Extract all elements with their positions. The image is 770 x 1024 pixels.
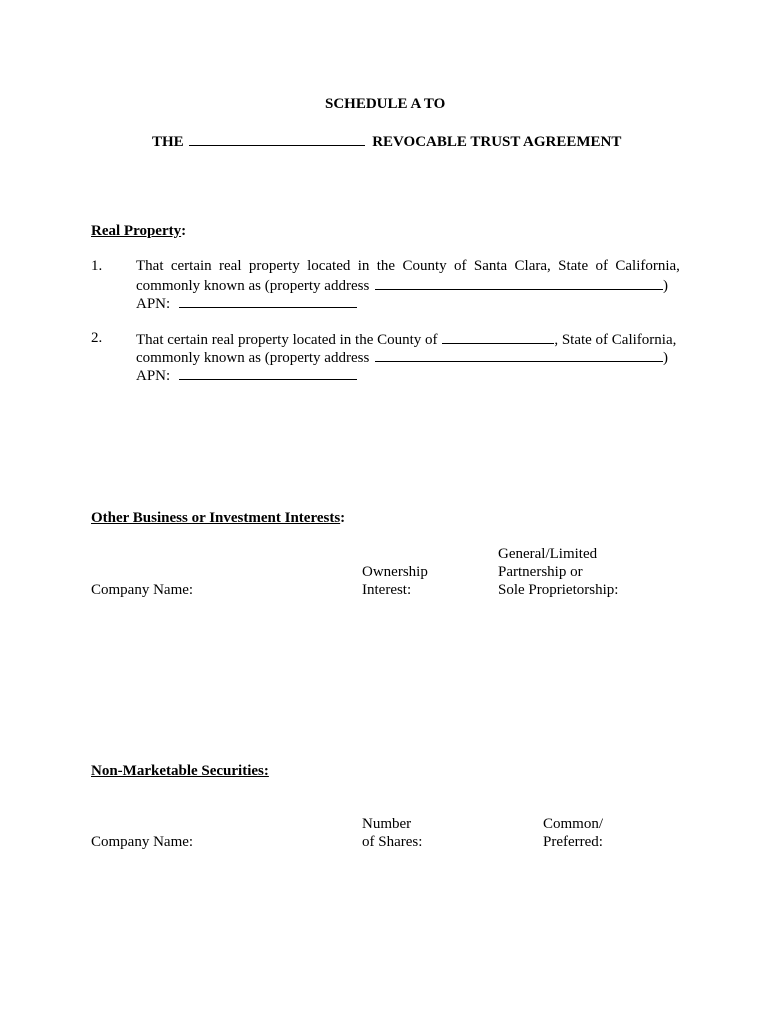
item-1-word: certain <box>170 258 212 274</box>
item-1-word: Santa <box>473 258 508 274</box>
business-interests-colon: : <box>340 510 346 526</box>
item-2-county-blank[interactable] <box>442 329 554 344</box>
item-1-word: property <box>248 258 300 274</box>
item-1-word: California, <box>615 258 680 274</box>
item-1-word: of <box>454 258 467 274</box>
business-interests-heading <box>91 509 345 527</box>
item-1-word: of <box>595 258 608 274</box>
business-type-header-1: General/Limited <box>498 546 598 562</box>
item-1-address-label: commonly known as (property address <box>136 278 370 294</box>
securities-shares-header-1: Number <box>362 816 412 832</box>
item-1-word: County <box>402 258 447 274</box>
item-1-apn <box>136 293 357 313</box>
securities-type-header-2: Preferred: <box>543 834 603 850</box>
real-property-heading <box>91 222 186 240</box>
item-1-word: the <box>376 258 396 274</box>
real-property-heading-text: Real Property <box>91 223 182 239</box>
item-1-number: 1. <box>91 258 103 274</box>
item-2-line-2 <box>136 347 668 367</box>
business-ownership-header-1: Ownership <box>362 564 428 580</box>
securities-company-header: Company Name: <box>91 834 194 850</box>
item-2-address-blank[interactable] <box>375 347 663 362</box>
item-1-word: That <box>136 258 164 274</box>
item-1-line-2 <box>136 275 668 295</box>
business-type-header-2: Partnership or <box>498 564 583 580</box>
item-2-apn-label: APN: <box>136 368 171 384</box>
item-1-word: State <box>558 258 589 274</box>
item-2-address-close: ) <box>663 350 669 366</box>
trust-name-blank[interactable] <box>189 131 365 146</box>
business-interests-heading-text: Other Business or Investment Interests <box>91 510 341 526</box>
item-1-word: real <box>219 258 242 274</box>
item-2-line-1 <box>136 329 676 349</box>
item-2-address-label: commonly known as (property address <box>136 350 370 366</box>
item-1-address-blank[interactable] <box>375 275 663 290</box>
business-type-header-3: Sole Proprietorship: <box>498 582 619 598</box>
item-2-number: 2. <box>91 330 103 346</box>
item-2-apn <box>136 365 357 385</box>
securities-heading: Non-Marketable Securities: <box>91 763 269 779</box>
item-1-address-close: ) <box>663 278 669 294</box>
real-property-colon: : <box>181 223 187 239</box>
item-1-line-1 <box>136 257 680 275</box>
item-1-word: in <box>357 258 370 274</box>
business-ownership-header-2: Interest: <box>362 582 412 598</box>
schedule-title: SCHEDULE A TO <box>325 96 446 112</box>
item-2-county-label: That certain real property located in the County of <box>136 332 438 348</box>
agreement-suffix: REVOCABLE TRUST AGREEMENT <box>372 134 622 150</box>
agreement-title <box>152 131 621 151</box>
item-1-apn-blank[interactable] <box>179 293 357 308</box>
item-1-word: located <box>307 258 351 274</box>
item-2-state-label: , State of California, <box>554 332 677 348</box>
item-1-apn-label: APN: <box>136 296 171 312</box>
business-company-header: Company Name: <box>91 582 194 598</box>
item-2-apn-blank[interactable] <box>179 365 357 380</box>
securities-shares-header-2: of Shares: <box>362 834 423 850</box>
item-1-word: Clara, <box>514 258 551 274</box>
securities-type-header-1: Common/ <box>543 816 604 832</box>
agreement-prefix: THE <box>152 134 184 150</box>
